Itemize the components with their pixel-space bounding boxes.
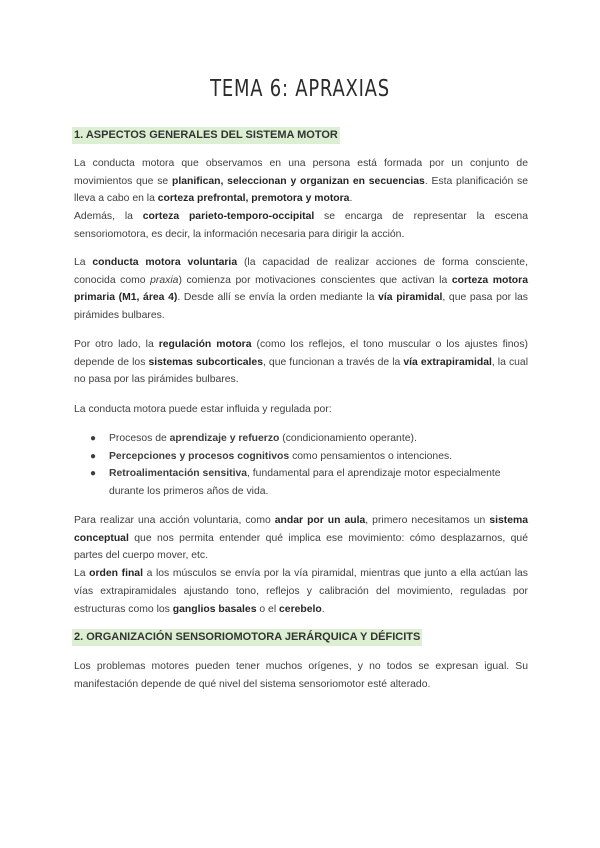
section-heading-2: 2. ORGANIZACIÓN SENSORIOMOTORA JERÁRQUICA Y DÉFICITS xyxy=(72,629,422,646)
bullet-list xyxy=(90,430,530,501)
paragraph-4: La conducta motora puede estar influida y regulada por: xyxy=(74,404,332,415)
paragraph-2: La conducta motora voluntaria (la capacidad de realizar acciones de forma consciente, conocida como praxia) comienza por motivaciones conscientes que activan la corteza motora primaria (M1, área 4). Desde allí se envía la orden mediante la vía piramidal, que pasa por las pirámides bulbares. xyxy=(74,257,528,322)
list-item: ● Percepciones y procesos cognitivos como pensamientos o intenciones. xyxy=(90,448,530,466)
list-item: ● Procesos de aprendizaje y refuerzo (condicionamiento operante). xyxy=(90,430,530,448)
bullet-icon: ● xyxy=(90,450,97,462)
paragraph-6: Los problemas motores pueden tener muchos orígenes, y no todos se expresan igual. Su manifestación depende de qué nivel del sistema sensoriomotor esté alterado. xyxy=(74,661,528,690)
paragraph-5: Para realizar una acción voluntaria, como andar por un aula, primero necesitamos un sistema conceptual que nos permita entender qué implica ese movimiento: cómo desplazarnos, qué partes del cuerpo mover, etc. La orden final a los músculos se envía por la vía piramidal, mientras que junto a ella actúan las vías extrapiramidales ajustando tono, reflejos y calibración del movimiento, reguladas por estructuras como los ganglios basales o el cerebelo. xyxy=(74,515,529,615)
section-heading-1: 1. ASPECTOS GENERALES DEL SISTEMA MOTOR xyxy=(72,127,340,144)
paragraph-3: Por otro lado, la regulación motora (como los reflejos, el tono muscular o los ajustes finos) depende de los sistemas subcorticales, que funcionan a través de la vía extrapiramidal, la cual no pasa por las pirámides bulbares. xyxy=(74,339,529,386)
list-item: ● Retroalimentación sensitiva, fundamental para el aprendizaje motor especialmente durante los primeros años de vida. xyxy=(90,465,530,500)
bullet-icon: ● xyxy=(90,468,97,480)
bullet-icon: ● xyxy=(90,433,97,444)
page-title: TEMA 6: APRAXIAS xyxy=(210,76,390,102)
paragraph-1: La conducta motora que observamos en una persona está formada por un conjunto de movimientos que se planifican, seleccionan y organizan en secuencias. Esta planificación se lleva a cabo en la corteza prefrontal, premotora y motora. Además, la corteza parieto-temporo-occipital se encarga de representar la escena sensoriomotora, es decir, la información necesaria para dirigir la acción. xyxy=(74,158,529,240)
